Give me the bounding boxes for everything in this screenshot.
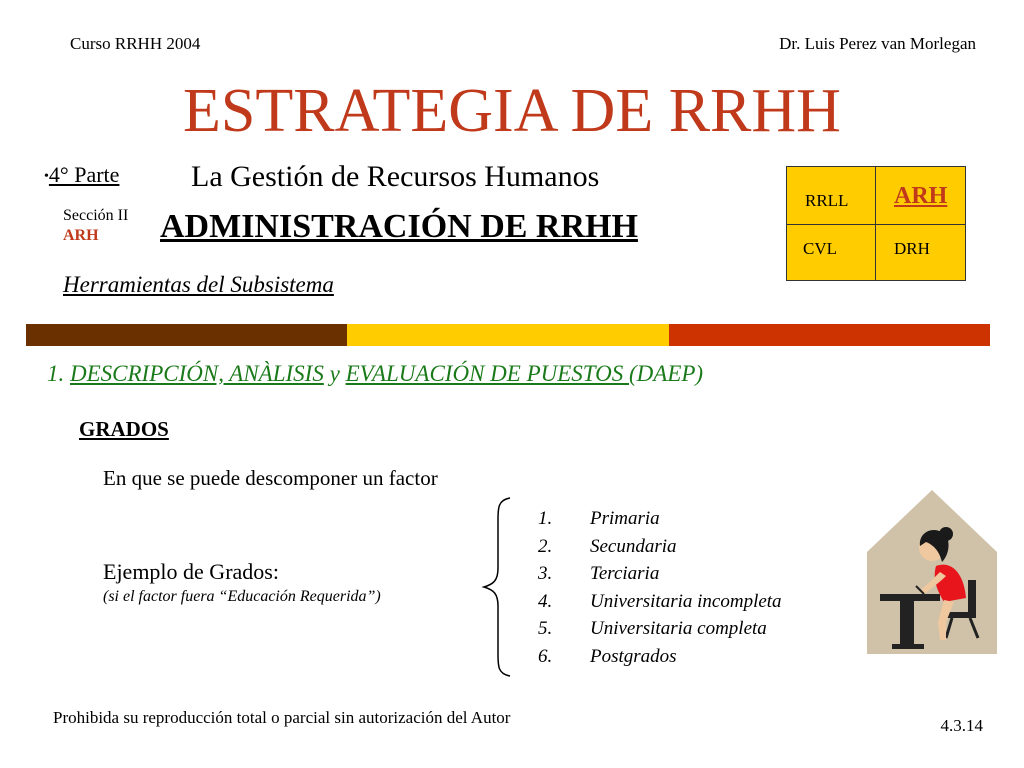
curly-brace-icon [480, 496, 516, 678]
part-text: 4° Parte [48, 162, 120, 187]
example-note: (si el factor fuera “Educación Requerida”) [103, 588, 381, 605]
band-segment-red [669, 324, 990, 346]
daep-abbr: (DAEP) [629, 361, 704, 386]
factor-text: En que se puede descomponer un factor [103, 466, 438, 490]
copyright-notice: Prohibida su reproducción total o parcial sin autorización del Autor [53, 708, 511, 727]
grade-item: 4. Universitaria incompleta [538, 590, 782, 612]
band-segment-yellow [347, 324, 668, 346]
course-label: Curso RRHH 2004 [70, 34, 201, 53]
student-studying-in-house-icon [866, 488, 998, 656]
grados-heading: GRADOS [79, 417, 169, 441]
daep-part1: DESCRIPCIÓN, ANÀLISIS [70, 361, 324, 386]
daep-part2: EVALUACIÓN DE PUESTOS [345, 361, 630, 386]
author-label: Dr. Luis Perez van Morlegan [779, 34, 976, 53]
admin-heading: ADMINISTRACIÓN DE RRHH [160, 208, 638, 245]
slide-number: 4.3.14 [940, 716, 983, 735]
grade-item: 3. Terciaria [538, 563, 660, 584]
daep-mid: y [323, 361, 346, 386]
band-segment-brown [26, 324, 347, 346]
part-label [44, 162, 119, 188]
slide-subtitle: La Gestión de Recursos Humanos [191, 160, 600, 193]
bullet: • [44, 168, 49, 184]
grade-item: 5. Universitaria completa [538, 618, 767, 639]
grid-cell-arh: ARH [894, 183, 948, 209]
grade-item: 6. Postgrados [538, 645, 677, 667]
grade-item: 2. Secundaria [538, 535, 677, 557]
grid-cell-drh: DRH [894, 239, 930, 258]
slide-title: ESTRATEGIA DE RRHH [183, 77, 841, 145]
section-label [63, 206, 128, 246]
grade-item: 1. Primaria [538, 508, 660, 529]
daep-number: 1. [47, 361, 70, 386]
section-code: ARH [63, 227, 99, 244]
example-label: Ejemplo de Grados: [103, 559, 279, 584]
grid-divider-horizontal [787, 224, 965, 225]
grades-list [538, 505, 782, 670]
daep-heading [47, 361, 703, 387]
section-number: Sección II [63, 207, 129, 224]
tools-heading: Herramientas del Subsistema [63, 272, 334, 297]
subsystem-grid [786, 166, 966, 281]
grid-cell-rrll: RRLL [805, 191, 849, 210]
grid-cell-cvl: CVL [803, 239, 837, 258]
color-band [26, 324, 990, 346]
